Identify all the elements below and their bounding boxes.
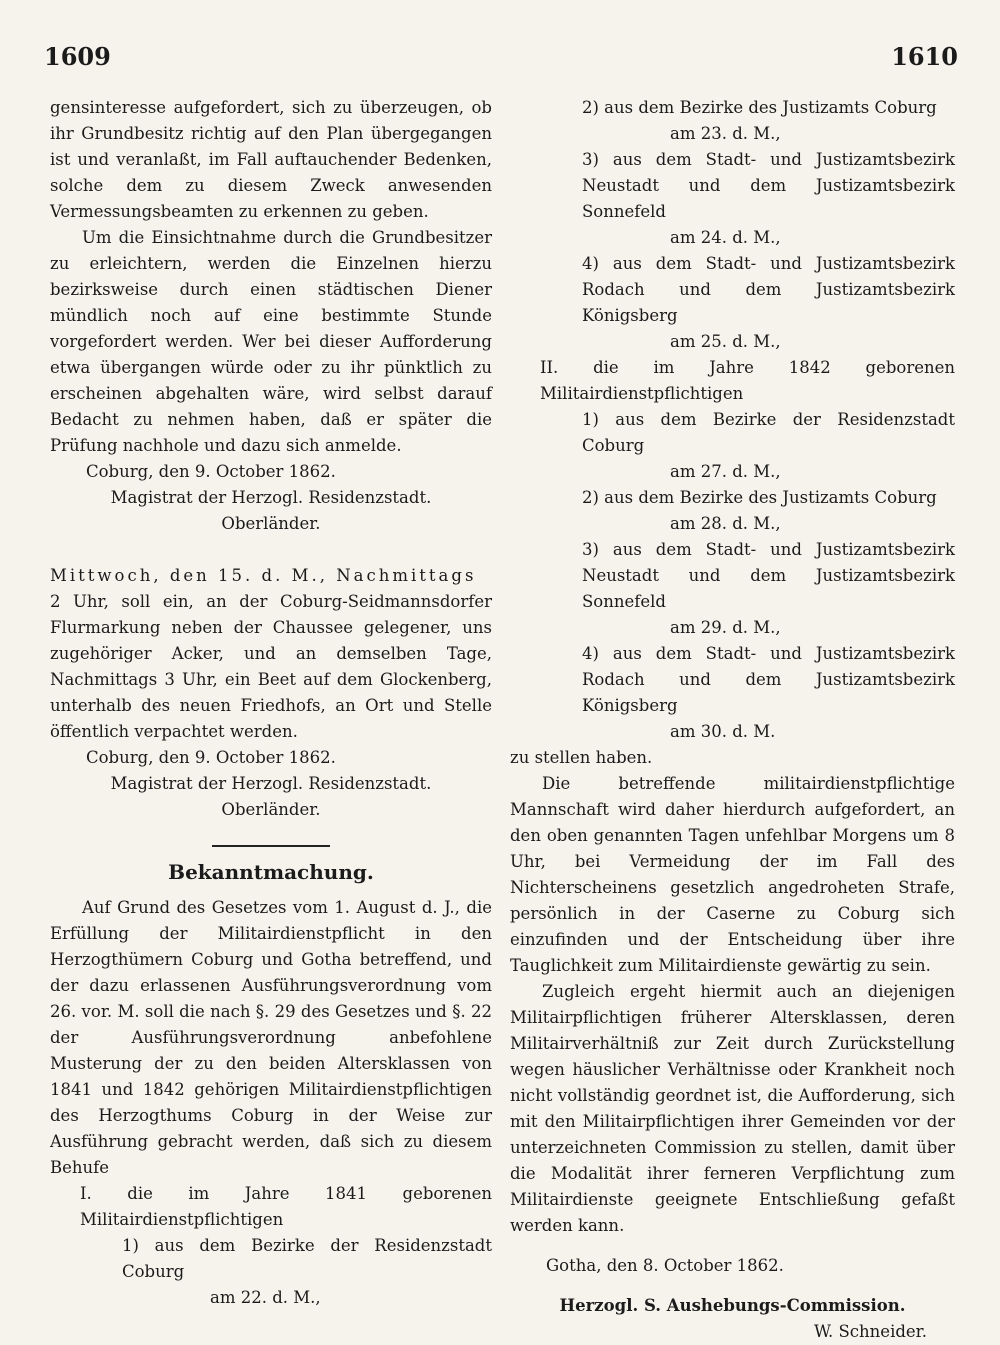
- list-subitem: 2) aus dem Bezirke des Justizamts Coburg: [582, 488, 937, 507]
- list-subitem-date: am 28. d. M.,: [670, 514, 781, 533]
- list-subitem: 4) aus dem Stadt- und Justizamtsbezirk Rodach und dem Justizamtsbezirk Königsberg: [582, 254, 955, 325]
- announcement-body: Auf Grund des Gesetzes vom 1. August d. J., die Erfüllung der Militairdienstpflicht in den Herzogthümern Coburg und Gotha betreffend, und der dazu erlassenen Ausführungsverordnung vom 26. vor. M. soll die nach §. 29 des Gesetzes und §. 22 der Ausführungsverordnung anbefohlene Musterung der zu den beiden Altersklassen von 1841 und 1842 gehörigen Militairdienstpflichtigen des Herzogthums Coburg in der Weise zur Ausführung gebracht werden, daß sich zu diesem Behufe: [50, 898, 492, 1177]
- list-subitem: 3) aus dem Stadt- und Justizamtsbezirk Neustadt und dem Justizamtsbezirk Sonnefeld: [582, 540, 955, 611]
- left-column: [50, 95, 492, 1311]
- notice-signature-name: Oberländer.: [221, 800, 321, 819]
- list-subitem-date: am 30. d. M.: [670, 722, 776, 741]
- notice-date: Gotha, den 8. October 1862.: [546, 1256, 784, 1275]
- paragraph-inspection: Um die Einsichtnahme durch die Grundbesitzer zu erleichtern, werden die Einzelnen hierzu bezirksweise durch einen städtischen Diener mündlich noch auf eine bestimmte Stunde vorgefordert werden. Wer bei dieser Aufforderung etwa übergangen würde oder zu ihr pünktlich zu erscheinen abgehalten wäre, wird selbst darauf Bedacht zu nehmen haben, daß er später die Prüfung nachhole und dazu sich anmelde.: [50, 228, 492, 455]
- notice-signature-office: Magistrat der Herzogl. Residenzstadt.: [110, 774, 432, 793]
- notice-signature-office: Magistrat der Herzogl. Residenzstadt.: [110, 488, 432, 507]
- section-divider: [212, 845, 330, 847]
- list-subitem-date: am 24. d. M.,: [670, 228, 781, 247]
- commission-signature-name: W. Schneider.: [813, 1322, 927, 1341]
- notice-signature-name: Oberländer.: [221, 514, 321, 533]
- commission-signature: Herzogl. S. Aushebungs-Commission.: [559, 1296, 906, 1315]
- list-subitem: 1) aus dem Bezirke der Residenzstadt Coburg: [582, 410, 955, 455]
- list-subitem: 3) aus dem Stadt- und Justizamtsbezirk Neustadt und dem Justizamtsbezirk Sonnefeld: [582, 150, 955, 221]
- lease-notice-lead: Mittwoch, den 15. d. M., Nachmittags: [50, 566, 477, 585]
- list-tail: zu stellen haben.: [510, 748, 653, 767]
- list-subitem-date: am 25. d. M.,: [670, 332, 781, 351]
- list-subitem-date: am 27. d. M.,: [670, 462, 781, 481]
- paragraph-summons: Die betreffende militairdienstpflichtige Mannschaft wird daher hierdurch aufgefordert, an den oben genannten Tagen unfehlbar Morgens um 8 Uhr, bei Vermeidung der im Fall des Nichterscheinens gesetzlich angedroheten Strafe, persönlich in der Caserne zu Coburg sich einzufinden und der Entscheidung über ihre Tauglichkeit zum Militairdienste gewärtig zu sein.: [510, 774, 955, 975]
- list-item-year-1841: I. die im Jahre 1841 geborenen Militairdienstpflichtigen: [80, 1184, 492, 1229]
- list-subitem: 1) aus dem Bezirke der Residenzstadt Coburg: [122, 1236, 492, 1281]
- lease-notice-body: 2 Uhr, soll ein, an der Coburg-Seidmannsdorfer Flurmarkung neben der Chaussee gelegener, uns zugehöriger Acker, und an demselben Tage, Nachmittags 3 Uhr, ein Beet auf dem Glockenberg, unterhalb des neuen Friedhofs, an Ort und Stelle öffentlich verpachtet werden.: [50, 592, 492, 741]
- page-number-left: 1609: [44, 42, 111, 71]
- list-subitem: 2) aus dem Bezirke des Justizamts Coburg: [582, 98, 937, 117]
- notice-date: Coburg, den 9. October 1862.: [86, 462, 336, 481]
- list-subitem-date: am 23. d. M.,: [670, 124, 781, 143]
- list-subitem: 4) aus dem Stadt- und Justizamtsbezirk Rodach und dem Justizamtsbezirk Königsberg: [582, 644, 955, 715]
- list-subitem-date: am 29. d. M.,: [670, 618, 781, 637]
- right-column: [510, 95, 955, 1345]
- paragraph-continuation: gensinteresse aufgefordert, sich zu überzeugen, ob ihr Grundbesitz richtig auf den Plan übergegangen ist und veranlaßt, im Fall auftauchender Bedenken, solche dem zu diesem Zweck anwesenden Vermessungsbeamten zu erkennen zu geben.: [50, 98, 492, 221]
- announcement-heading: Bekanntmachung.: [168, 860, 374, 884]
- notice-date: Coburg, den 9. October 1862.: [86, 748, 336, 767]
- paragraph-earlier-classes: Zugleich ergeht hiermit auch an diejenigen Militairpflichtigen früherer Altersklassen, deren Militairverhältniß zur Zeit durch Zurückstellung wegen häuslicher Verhältnisse oder Krankheit noch nicht vollständig geordnet ist, die Aufforderung, sich mit den Militairpflichtigen ihrer Gemeinden vor der unterzeichneten Commission zu stellen, damit über die Modalität ihrer ferneren Verpflichtung zum Militairdienste geeignete Entschließung gefaßt werden kann.: [510, 982, 955, 1235]
- list-item-year-1842: II. die im Jahre 1842 geborenen Militairdienstpflichtigen: [540, 358, 955, 403]
- list-subitem-date: am 22. d. M.,: [210, 1288, 321, 1307]
- page-number-right: 1610: [891, 42, 958, 71]
